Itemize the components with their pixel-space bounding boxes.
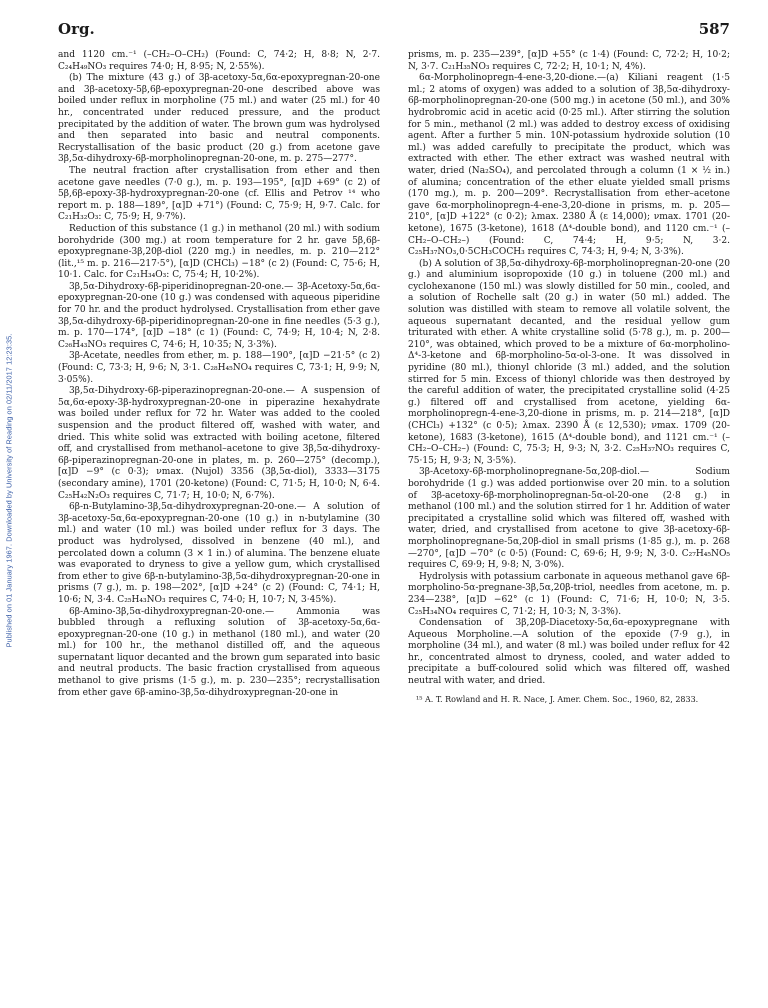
paragraph: 6α-Morpholinopregn-4-ene-3,20-dione.—(a) Kiliani reagent (1·5 ml.; 2 atoms of oxygen) was added to a solution of 3β,5α-dihydroxy-6β-morpholinopregnan-20-one (500 mg.) in acetone (50 ml.), and 30% hydrobromic acid in acetic acid (0·25 ml.). After stirring the solution for 5 min., methanol (2 ml.) was added to destroy excess of oxidising agent. After a further 5 min. 10N-potassium hydroxide solution (10 ml.) was added carefully to precipitate the product, which was extracted with ether. The ether extract was washed neutral with water, dried (Na₂SO₄), and percolated through a column (1 × ½ in.) of alumina; concentration of the ether eluate yielded small prisms (170 mg.), m. p. 200—209°. Recrystallisation from ether–acetone gave 6α-morpholinopregn-4-ene-3,20-dione in prisms, m. p. 205—210°, [α]D +122° (c 0·2); λmax. 2380 Å (ε 14,000); νmax. 1701 (20-ketone), 1675 (3-ketone), 1618 (Δ⁴-double bond), and 1120 cm.⁻¹ (–CH₂–O–CH₂–) (Found: C, 74·4; H, 9·5; N, 3·2. C₂₅H₃₇NO₃,0·5CH₃COCH₃ requires C, 74·3; H, 9·4; N, 3·3%). bbox=[408, 73, 730, 258]
paragraph: 3β,5α-Dihydroxy-6β-piperidinopregnan-20-one.— 3β-Acetoxy-5α,6α-epoxypregnan-20-one (10 g.) was condensed with aqueous piperidine for 70 hr. and the product hydrolysed. Crystallisation from ether gave 3β,5α-dihydroxy-6β-piperidinopregnan-20-one in fine needles (5·3 g.), m. p. 170—174°, [α]D −18° (c 1) (Found: C, 74·9; H, 10·4; N, 2·8. C₂₆H₄₃NO₃ requires C, 74·6; H, 10·35; N, 3·3%). bbox=[58, 281, 380, 350]
paragraph: The neutral fraction after crystallisation from ether and then acetone gave needles (7·0 g.), m. p. 193—195°, [α]D +69° (c 2) of 5β,6β-epoxy-3β-hydroxypregnan-20-one (cf. Ellis and Petrov ¹⁴ who report m. p. 188—189°, [α]D +71°) (Found: C, 75·9; H, 9·7. Calc. for C₂₁H₃₂O₃: C, 75·9; H, 9·7%). bbox=[58, 165, 380, 223]
paragraph: Hydrolysis with potassium carbonate in aqueous methanol gave 6β-morpholino-5α-pregnane-3β,5α,20β-triol, needles from acetone, m. p. 234—238°, [α]D −62° (c 1) (Found: C, 71·6; H, 10·0; N, 3·5. C₂₅H₃₄NO₄ requires C, 71·2; H, 10·3; N, 3·3%). bbox=[408, 571, 730, 617]
paragraph: 3β-Acetate, needles from ether, m. p. 188—190°, [α]D −21·5° (c 2) (Found: C, 73·3; H, 9·6; N, 3·1. C₂₈H₄₅NO₄ requires C, 73·1; H, 9·9; N, 3·05%). bbox=[58, 351, 380, 385]
paragraph: 6β-Amino-3β,5α-dihydroxypregnan-20-one.— Ammonia was bubbled through a refluxing solution of 3β-acetoxy-5α,6α-epoxypregnan-20-one (10 g.) in methanol (180 ml.), and water (20 ml.) for 100 hr., the methanol distilled off, and the aqueous supernatant liquor decanted and the brown gum separated into basic and neutral products. The basic fraction crystallised from aqueous methanol to give prisms (1·5 g.), m. p. 230—235°; recrystallisation from ether gave 6β-amino-3β,5α-dihydroxypregnan-20-one in bbox=[58, 606, 380, 698]
paragraph: 3β-Acetoxy-6β-morpholinopregnane-5α,20β-diol.— Sodium borohydride (1 g.) was added portionwise over 20 min. to a solution of 3β-acetoxy-6β-morpholinopregnan-5α-ol-20-one (2·8 g.) in methanol (100 ml.) and the solution stirred for 1 hr. Addition of water precipitated a crystalline solid which was filtered off, washed with water, dried, and crystallised from acetone to give 3β-acetoxy-6β-morpholinopregnane-5α,20β-diol in small prisms (1·85 g.), m. p. 268—270°, [α]D −70° (c 0·5) (Found: C, 69·6; H, 9·9; N, 3·0. C₂₇H₄₅NO₅ requires C, 69·9; H, 9·8; N, 3·0%). bbox=[408, 467, 730, 571]
paragraph: Reduction of this substance (1 g.) in methanol (20 ml.) with sodium borohydride (300 mg.) at room temperature for 2 hr. gave 5β,6β-epoxypregnane-3β,20β-diol (220 mg.) in needles, m. p. 210—212° (lit.,¹⁵ m. p. 216—217·5°), [α]D (CHCl₃) −18° (c 2) (Found: C, 75·6; H, 10·1. Calc. for C₂₁H₃₄O₃: C, 75·4; H, 10·2%). bbox=[58, 223, 380, 281]
running-title: Org. bbox=[58, 20, 95, 38]
paragraph: 6β-n-Butylamino-3β,5α-dihydroxypregnan-20-one.— A solution of 3β-acetoxy-5α,6α-epoxypregnan-20-one (10 g.) in n-butylamine (30 ml.) and water (10 ml.) was boiled under reflux for 3 days. The product was hydrolysed, dissolved in benzene (40 ml.), and percolated down a column (3 × 1 in.) of alumina. The benzene eluate was evaporated to dryness to give a yellow gum, which crystallised from ether to give 6β-n-butylamino-3β,5α-dihydroxypregnan-20-one in prisms (7 g.), m. p. 198—202°, [α]D +24° (c 2) (Found: C, 74·1; H, 10·6; N, 3·4. C₂₅H₄₃NO₃ requires C, 74·0; H, 10·7; N, 3·45%). bbox=[58, 502, 380, 605]
paragraph: prisms, m. p. 235—239°, [α]D +55° (c 1·4) (Found: C, 72·2; H, 10·2; N, 3·7. C₂₁H₃₅NO₃ requires C, 72·2; H, 10·1; N, 4%). bbox=[408, 50, 730, 72]
paragraph: (b) The mixture (43 g.) of 3β-acetoxy-5α,6α-epoxypregnan-20-one and 3β-acetoxy-5β,6β-epoxypregnan-20-one described above was boiled under reflux in morpholine (75 ml.) and water (25 ml.) for 40 hr., concentrated under reduced pressure, and the product precipitated by the addition of water. The brown gum was hydrolysed and then separated into basic and neutral components. Recrystallisation of the basic product (20 g.) from acetone gave 3β,5α-dihydroxy-6β-morpholinopregnan-20-one, m. p. 275—277°. bbox=[58, 73, 380, 165]
paragraph: and 1120 cm.⁻¹ (–CH₂–O–CH₂) (Found: C, 74·2; H, 8·8; N, 2·7. C₂₄H₄₉NO₃ requires 74·0; H, 8·95; N, 2·55%). bbox=[58, 50, 380, 72]
download-notice-text: Published on 01 January 1967. Downloaded by University of Reading on 02/11/2017 12:23:35. bbox=[4, 333, 14, 647]
paragraph: Condensation of 3β,20β-Diacetoxy-5α,6α-epoxypregnane with Aqueous Morpholine.—A solution of the epoxide (7·9 g.), in morpholine (34 ml.), and water (8 ml.) was boiled under reflux for 42 hr., concentrated almost to dryness, cooled, and water added to precipitate a buff-coloured solid which was filtered off, washed neutral with water, and dried. bbox=[408, 618, 730, 687]
download-notice bbox=[2, 160, 16, 820]
page-number: 587 bbox=[698, 20, 730, 38]
page-header bbox=[58, 20, 730, 40]
footnote: ¹⁵ A. T. Rowland and H. R. Nace, J. Amer. Chem. Soc., 1960, 82, 2833. bbox=[416, 694, 699, 704]
paragraph: (b) A solution of 3β,5α-dihydroxy-6β-morpholinopregnan-20-one (20 g.) and aluminium isopropoxide (10 g.) in toluene (200 ml.) and cyclohexanone (150 ml.) was slowly distilled for 50 min., cooled, and a solution of Rochelle salt (20 g.) in water (50 ml.) added. The solution was distilled with steam to remove all volatile solvent, the aqueous supernatant decanted, and the residual yellow gum triturated with ether. A white crystalline solid (5·78 g.), m. p. 200—210°, was obtained, which proved to be a mixture of 6α-morpholino-Δ⁴-3-ketone and 6β-morpholino-5α-ol-3-one. It was dissolved in pyridine (80 ml.), thionyl chloride (3 ml.) added, and the solution stirred for 5 min. Excess of thionyl chloride was then destroyed by the careful addition of water, the precipitated crystalline solid (4·25 g.) filtered off and crystallised from acetone, yielding 6α-morpholinopregn-4-ene-3,20-dione in prisms, m. p. 214—218°, [α]D (CHCl₃) +132° (c 0·5); λmax. 2390 Å (ε 12,530); νmax. 1709 (20-ketone), 1683 (3-ketone), 1615 (Δ⁴-double bond), and 1121 cm.⁻¹ (–CH₂–O–CH₂–) (Found: C, 75·3; H, 9·3; N, 3·2. C₂₅H₃₇NO₃ requires C, 75·15; H, 9·3; N, 3·5%). bbox=[408, 258, 730, 466]
left-column bbox=[58, 50, 380, 1000]
paragraph: 3β,5α-Dihydroxy-6β-piperazinopregnan-20-one.— A suspension of 5α,6α-epoxy-3β-hydroxypregnan-20-one in piperazine hexahydrate was boiled under reflux for 72 hr. Water was added to the cooled suspension and the product filtered off, washed with water, and dried. This white solid was extracted with boiling acetone, filtered off, and crystallised from methanol–acetone to give 3β,5α-dihydroxy-6β-piperazinopregnan-20-one in plates, m. p. 260—275° (decomp.), [α]D −9° (c 0·3); νmax. (Nujol) 3356 (3β,5α-diol), 3333—3175 (secondary amine), 1701 (20-ketone) (Found: C, 71·5; H, 10·0; N, 6·4. C₂₅H₄₂N₂O₃ requires C, 71·7; H, 10·0; N, 6·7%). bbox=[58, 386, 380, 501]
article-body bbox=[58, 50, 730, 1000]
right-column bbox=[408, 50, 730, 1000]
